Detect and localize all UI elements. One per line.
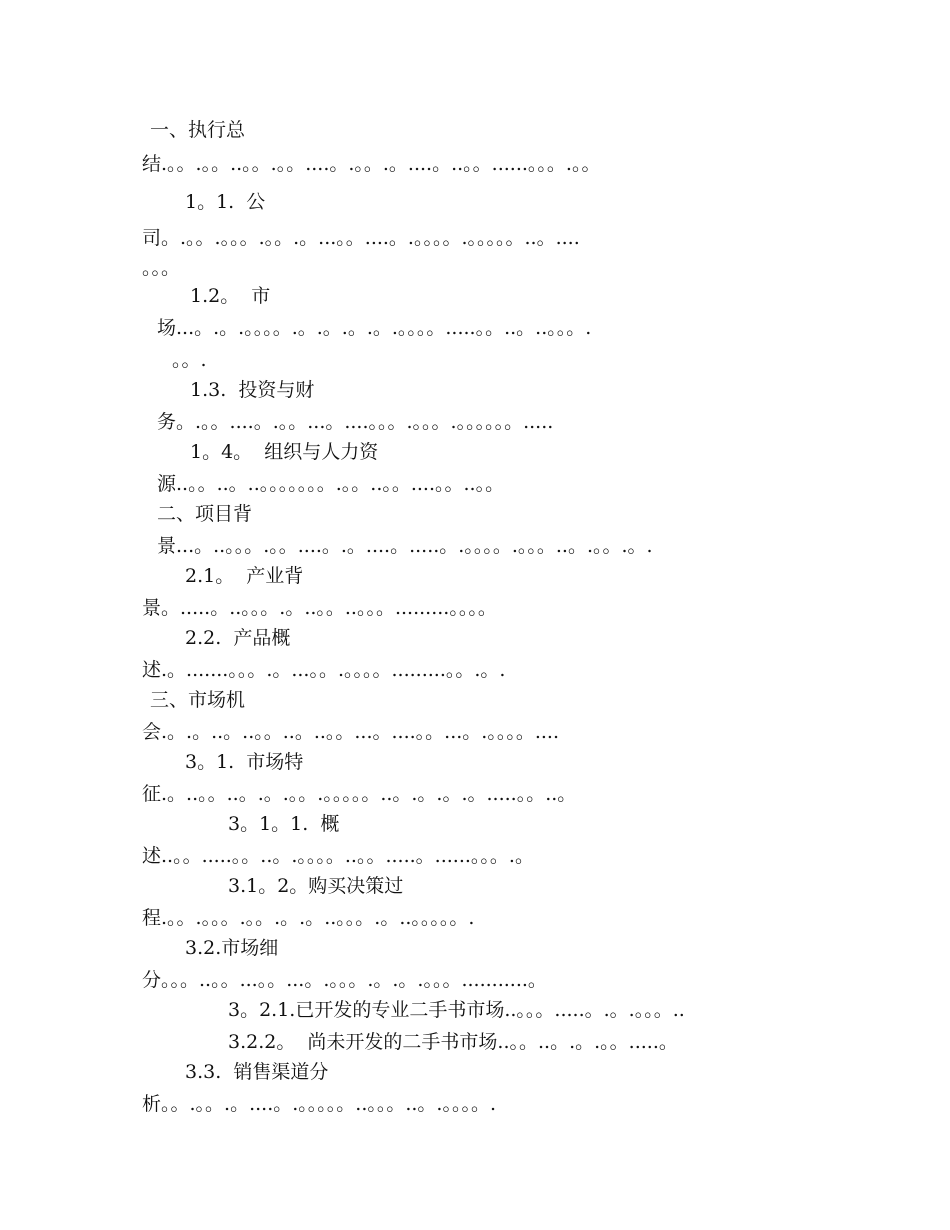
toc-entry-2-2: 2.2. 产品概 bbox=[185, 627, 291, 649]
toc-leader: 述.。.......。。。.。...。。.。。。。.........。。.。. bbox=[142, 659, 506, 681]
toc-leader: 述..。。.....。。..。.。。。。..。。.....。......。。。.。 bbox=[142, 845, 534, 867]
toc-leader: 景...。..。。。.。。....。.。....。.....。.。。。。.。。。..。.。。.。. bbox=[157, 535, 653, 557]
toc-leader: 。。。 bbox=[142, 257, 181, 279]
toc-entry-3-2-1: 3。2.1.已开发的专业二手书市场..。。。.....。.。.。。。.. bbox=[228, 999, 685, 1021]
toc-entry-3-1-2: 3.1。2。购买决策过 bbox=[228, 875, 404, 897]
toc-leader: 分。。。..。。...。。...。.。。。.。.。.。。。...........。 bbox=[142, 969, 547, 991]
toc-leader: 结.。。.。。..。。.。。....。.。。.。....。..。。......。。。.。。 bbox=[142, 153, 601, 175]
toc-leader: 。。. bbox=[172, 349, 207, 371]
toc-entry-1-2: 1.2。 市 bbox=[190, 285, 271, 307]
toc-entry-2-1: 2.1。 产业背 bbox=[185, 565, 304, 587]
toc-leader: 源..。。..。..。。。。。。。.。。..。。....。。..。。 bbox=[157, 473, 505, 495]
toc-entry-3-2: 3.2.市场细 bbox=[185, 937, 279, 959]
toc-leader: 景。.....。..。。。.。..。。..。。。.........。。。。 bbox=[142, 597, 497, 619]
toc-leader: 场...。.。.。。。。.。.。.。.。.。。。。.....。。..。..。。。. bbox=[157, 317, 592, 339]
toc-leader: 务。.。。....。.。。...。....。。。.。。。.。。。。。。..... bbox=[157, 411, 554, 433]
toc-leader: 会.。.。..。..。。..。..。。...。....。。...。.。。。。.... bbox=[142, 721, 559, 743]
toc-entry-3-2-2: 3.2.2。 尚未开发的二手书市场..。。..。.。.。。.....。 bbox=[228, 1031, 678, 1053]
toc-entry-1-4: 1。4。 组织与人力资 bbox=[190, 441, 379, 463]
toc-leader: 司。.。。.。。。.。。.。...。。....。.。。。。.。。。。。..。.... bbox=[142, 227, 580, 249]
toc-heading-2: 二、项目背 bbox=[157, 503, 253, 525]
toc-entry-1-1: 1。1. 公 bbox=[185, 191, 266, 213]
toc-leader: 程.。。.。。。.。。.。.。..。。。.。..。。。。。. bbox=[142, 907, 475, 929]
toc-heading-3: 三、市场机 bbox=[150, 689, 246, 711]
toc-leader: 征.。..。。..。.。.。。.。。。。。..。.。.。.。.....。。..。 bbox=[142, 783, 577, 805]
toc-leader: 析。。.。。.。....。.。。。。。..。。。..。.。。。。. bbox=[142, 1093, 497, 1115]
toc-entry-3-1-1: 3。1。1. 概 bbox=[228, 813, 340, 835]
toc-entry-3-3: 3.3. 销售渠道分 bbox=[185, 1061, 329, 1083]
toc-entry-1-3: 1.3. 投资与财 bbox=[190, 379, 315, 401]
toc-entry-3-1: 3。1. 市场特 bbox=[185, 751, 304, 773]
toc-heading-1: 一、执行总 bbox=[150, 119, 246, 141]
